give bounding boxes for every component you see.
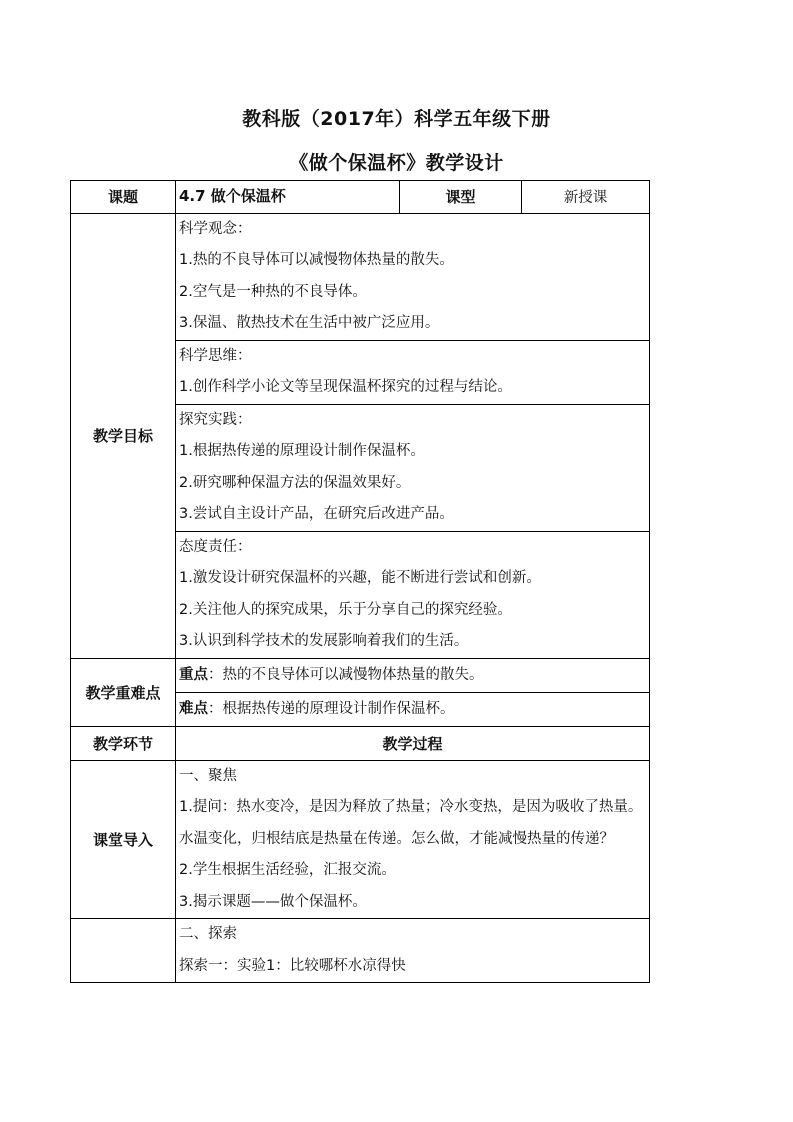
process-header-row <box>71 726 650 760</box>
objective-heading: 科学观念： <box>179 220 252 237</box>
objective-heading: 科学思维： <box>179 347 252 364</box>
type-value: 新授课 <box>522 181 650 214</box>
intro-line: 水温变化，归根结底是热量在传递。怎么做，才能减慢热量的传递？ <box>179 830 614 847</box>
document-title: 教科版（2017年）科学五年级下册 <box>242 108 551 130</box>
lesson-plan-table <box>70 180 650 983</box>
key-point-row <box>71 658 650 692</box>
topic-row <box>71 181 650 214</box>
objective-item: 1.根据热传递的原理设计制作保温杯。 <box>179 443 425 459</box>
objective-group-thinking <box>176 340 650 404</box>
objective-item: 3.认识到科学技术的发展影响着我们的生活。 <box>179 633 469 649</box>
explore-row <box>71 919 650 983</box>
explore-line: 探索一：实验1：比较哪杯水凉得快 <box>179 957 406 974</box>
objective-item: 1.激发设计研究保温杯的兴趣，能不断进行尝试和创新。 <box>179 570 541 586</box>
objective-group-practice <box>176 404 650 531</box>
topic-value: 4.7 做个保温杯 <box>179 187 286 205</box>
explore-label <box>71 919 176 983</box>
intro-label: 课堂导入 <box>71 760 176 919</box>
key-point-text: ：热的不良导体可以减慢物体热量的散失。 <box>208 666 484 683</box>
difficulty-text: ：根据热传递的原理设计制作保温杯。 <box>208 700 455 717</box>
intro-line: 一、聚焦 <box>179 767 237 784</box>
objective-group-concept <box>176 213 650 340</box>
type-label: 课型 <box>400 181 522 214</box>
objective-item: 2.关注他人的探究成果，乐于分享自己的探究经验。 <box>179 601 512 618</box>
objective-item: 1.创作科学小论文等呈现保温杯探究的过程与结论。 <box>179 379 512 395</box>
objective-item: 1.热的不良导体可以减慢物体热量的散失。 <box>179 252 454 268</box>
topic-label: 课题 <box>71 181 176 214</box>
intro-content <box>176 760 650 919</box>
objective-item: 2.空气是一种热的不良导体。 <box>179 283 367 300</box>
objectives-label: 教学目标 <box>71 213 176 658</box>
objective-heading: 态度责任： <box>179 538 252 555</box>
document-subtitle: 《做个保温杯》教学设计 <box>289 152 504 174</box>
key-points-label: 教学重难点 <box>71 658 176 726</box>
objective-group-attitude <box>176 531 650 658</box>
process-header: 教学过程 <box>176 726 650 760</box>
intro-row <box>71 760 650 919</box>
objective-item: 3.尝试自主设计产品，在研究后改进产品。 <box>179 506 454 522</box>
intro-line: 1.提问：热水变冷，是因为释放了热量；冷水变热，是因为吸收了热量。 <box>179 799 643 815</box>
key-point-label: 重点 <box>179 666 208 683</box>
intro-line: 2.学生根据生活经验，汇报交流。 <box>179 862 396 878</box>
explore-line: 二、探索 <box>179 926 237 942</box>
objectives-row-1 <box>71 213 650 340</box>
objective-item: 2.研究哪种保温方法的保温效果好。 <box>179 474 411 491</box>
stage-header: 教学环节 <box>71 726 176 760</box>
explore-content <box>176 919 650 983</box>
objective-heading: 探究实践： <box>179 411 252 428</box>
difficulty-label: 难点 <box>179 700 208 717</box>
intro-line: 3.揭示课题——做个保温杯。 <box>179 893 367 910</box>
objective-item: 3.保温、散热技术在生活中被广泛应用。 <box>179 315 440 331</box>
